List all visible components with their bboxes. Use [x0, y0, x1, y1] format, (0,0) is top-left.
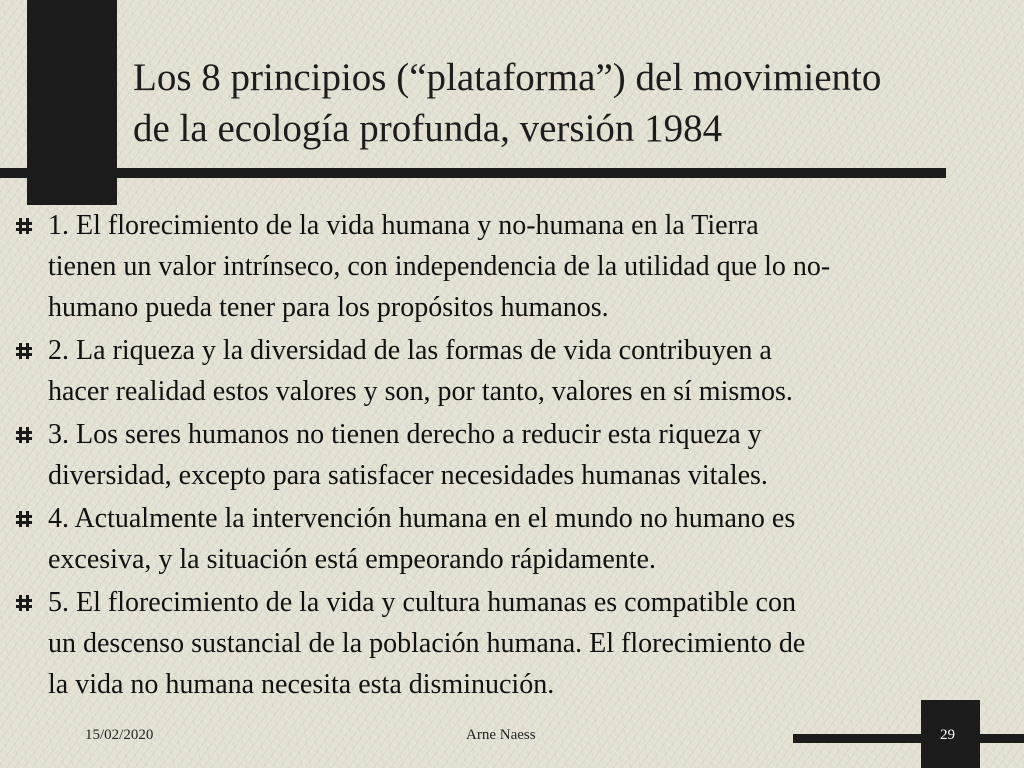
hash-bullet-icon [15, 594, 33, 612]
bullet-item-5 [0, 582, 988, 705]
bullet-text-line: 5. El florecimiento de la vida y cultura humanas es compatible con [48, 587, 796, 618]
slide-title-line-2: de la ecología profunda, versión 1984 [133, 107, 723, 150]
footer-date: 15/02/2020 [85, 727, 154, 743]
bullet-text-line: 3. Los seres humanos no tienen derecho a reducir esta riqueza y [48, 419, 762, 450]
bullet-text-line: la vida no humana necesita esta disminución. [48, 669, 555, 700]
bullet-text-line: diversidad, excepto para satisfacer necesidades humanas vitales. [48, 460, 768, 491]
bullet-list [0, 205, 1024, 707]
page-number: 29 [940, 727, 955, 743]
bullet-text-line: humano pueda tener para los propósitos humanos. [48, 292, 609, 323]
bullet-item-1 [0, 205, 988, 328]
title-underline-rule [0, 168, 946, 178]
bullet-item-4 [0, 498, 988, 580]
slide-title [133, 52, 1013, 154]
hash-bullet-icon [15, 217, 33, 235]
footer-rule [793, 734, 1024, 743]
bullet-text-line: 2. La riqueza y la diversidad de las formas de vida contribuyen a [48, 335, 772, 366]
slide-title-line-1: Los 8 principios (“plataforma”) del movimiento [133, 56, 882, 99]
bullet-text-line: un descenso sustancial de la población humana. El florecimiento de [48, 628, 806, 659]
hash-bullet-icon [15, 342, 33, 360]
footer-author: Arne Naess [466, 727, 536, 743]
bullet-item-2 [0, 330, 988, 412]
bullet-text-line: hacer realidad estos valores y son, por tanto, valores en sí mismos. [48, 376, 793, 407]
bullet-text-line: excesiva, y la situación está empeorando rápidamente. [48, 544, 656, 575]
bullet-text-line: 4. Actualmente la intervención humana en el mundo no humano es [48, 503, 796, 534]
hash-bullet-icon [15, 426, 33, 444]
bullet-item-3 [0, 414, 988, 496]
bullet-text-line: 1. El florecimiento de la vida humana y no-humana en la Tierra [48, 210, 759, 241]
hash-bullet-icon [15, 510, 33, 528]
bullet-text-line: tienen un valor intrínseco, con independencia de la utilidad que lo no- [48, 251, 831, 282]
